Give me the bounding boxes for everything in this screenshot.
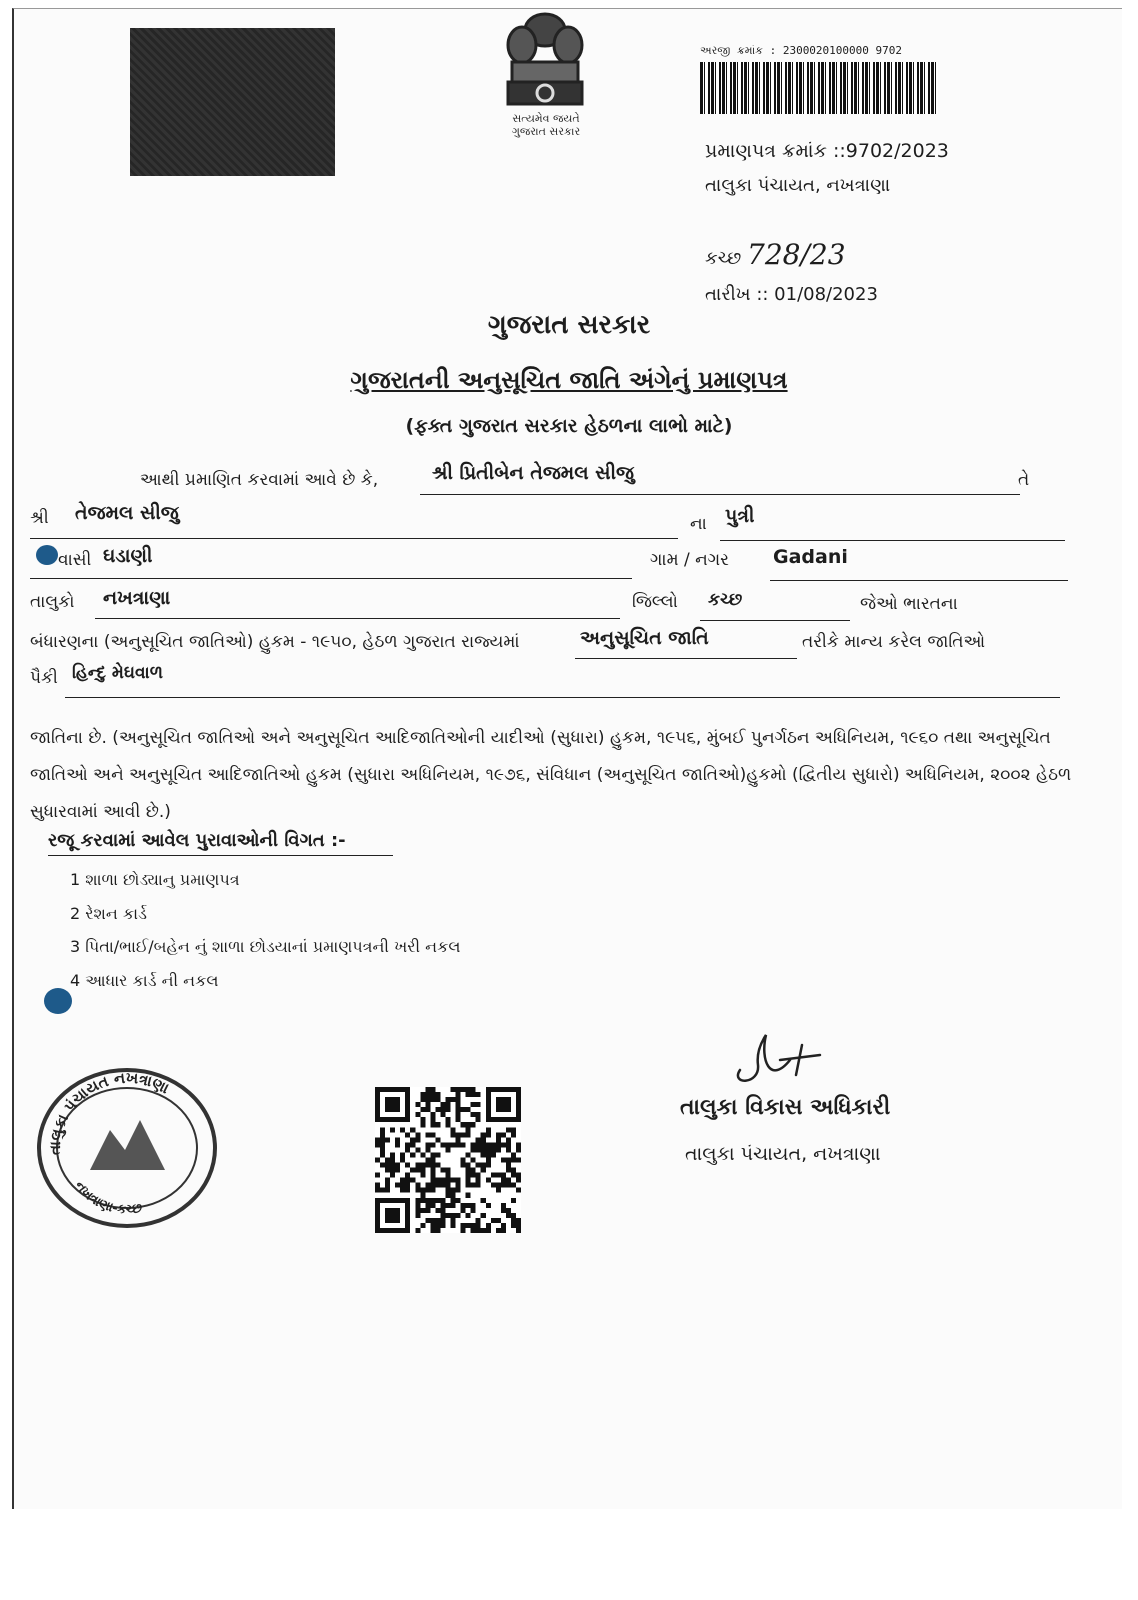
svg-text:નખત્રાણા-કચ્છ [72, 1179, 144, 1218]
category-line [575, 658, 797, 659]
certificate-title [0, 366, 1138, 394]
qr-code [374, 1087, 522, 1233]
emblem-org: ગુજરાત સરકાર [511, 125, 581, 138]
officer-signature [730, 1030, 830, 1090]
issue-date: તારીખ :: 01/08/2023 [705, 284, 878, 305]
taluka-name: નખત્રાણા [103, 587, 171, 609]
caste-name: હિન્દુ મેઘવાળ [72, 663, 163, 683]
officer-office: તાલુકા પંચાયત, નખત્રાણા [685, 1143, 881, 1165]
father-name-line [30, 538, 678, 539]
emblem-motto: સત્યમેવ જયતે [512, 112, 580, 125]
india-text: જેઓ ભારતના [860, 594, 958, 614]
certificate-subtitle: (ફક્ત ગુજરાત સરકાર હેઠળના લાભો માટે) [405, 415, 733, 437]
barcode-number: અરજી ક્રમાંક : 2300020100000 9702 [700, 44, 903, 57]
shri-label: શ્રી [30, 508, 49, 528]
recognized-text: તરીકે માન્ય કરેલ જાતિઓ [802, 632, 986, 652]
document-item: 4 આધાર કાર્ડ ની નકલ [70, 971, 219, 990]
category: અનુસૂચિત જાતિ [580, 627, 709, 649]
ink-spot [36, 545, 58, 565]
issuing-office: તાલુકા પંચાયત, નખત્રાણા [705, 175, 891, 196]
document-item: 1 શાળા છોડ્યાનુ પ્રમાણપત્ર [70, 870, 240, 889]
kutch-label: કચ્છ [705, 248, 742, 269]
district-line [700, 620, 850, 621]
applicant-name-line [420, 494, 1020, 495]
village-line [770, 580, 1068, 581]
kutch-ref-number: 728/23 [747, 238, 846, 271]
certificate-number: પ્રમાણપત્ર ક્રમાંક ::9702/2023 [705, 140, 949, 162]
resident-label: વાસી [58, 550, 92, 570]
document-item: 2 રેશન કાર્ડ [70, 904, 147, 923]
intro-label: આથી પ્રમાણિત કરવામાં આવે છે કે, [140, 470, 379, 490]
applicant-name: શ્રી પ્રિતીબેન તેજમલ સીજુ [432, 462, 634, 484]
legal-paragraph: જાતિના છે. (અનુસૂચિત જાતિઓ અને અનુસૂચિત આદિજાતિઓની યાદીઓ (સુધારા) હુકમ, ૧૯૫૬, મુંબઈ પુનર્ગઠન અધિનિયમ, ૧૯૬૦ તથા અનુસૂચિત જાતિઓ અને અનુસૂચિત આદિજાતિઓ હુકમ (સુધારા અધિનિયમ, ૧૯૭૬, સંવિધાન (અનુસૂચિત જાતિઓ)હુકમો (દ્વિતીય સુધારો) અધિનિયમ, ૨૦૦૨ હેઠળ સુધારવામાં આવી છે.) [30, 728, 1072, 822]
caste-line [65, 697, 1060, 698]
relation: પુત્રી [725, 505, 755, 527]
resident-line [30, 578, 632, 579]
among-label: પૈકી [30, 668, 58, 688]
applicant-photo-redacted [130, 28, 335, 176]
father-name: તેજમલ સીજુ [75, 502, 179, 524]
na-label: ના [690, 514, 707, 534]
kutch-reference [705, 238, 846, 271]
document-item: 3 પિતા/ભાઈ/બહેન નું શાળા છોડયાનાં પ્રમાણપત્રની ખરી નકલ [70, 937, 461, 956]
village-label: ગામ / નગર [650, 550, 729, 570]
district-label: જિલ્લો [632, 592, 678, 612]
documents-heading: રજૂ કરવામાં આવેલ પુરાવાઓની વિગત :- [48, 830, 393, 856]
resident-place: ઘડાણી [103, 545, 153, 567]
government-heading: ગુજરાત સરકાર [487, 310, 651, 340]
certificate-title-text: ગુજરાતની અનુસૂચિત જાતિ અંગેનું પ્રમાણપત્ર [350, 366, 788, 394]
te-label: તે [1018, 470, 1030, 490]
taluka-label: તાલુકો [30, 592, 75, 612]
district-name: કચ્છ [708, 590, 743, 610]
panchayat-seal-icon [30, 1060, 225, 1230]
constitution-text: બંધારણના (અનુસૂચિત જાતિઓ) હુકમ - ૧૯૫૦, હેઠળ ગુજરાત રાજ્યમાં [30, 632, 520, 652]
barcode [700, 62, 938, 114]
taluka-line [95, 618, 620, 619]
seal-text-top: તાલુકા પંચાયત નખત્રાણા [45, 1068, 172, 1156]
emblem-caption [476, 112, 616, 138]
village-name: Gadani [773, 546, 848, 568]
relation-line [720, 540, 1065, 541]
ink-spot [44, 988, 72, 1014]
officer-title: તાલુકા વિકાસ અધિકારી [680, 1095, 891, 1120]
seal-text-bottom: નખત્રાણા-કચ્છ [71, 1178, 144, 1218]
